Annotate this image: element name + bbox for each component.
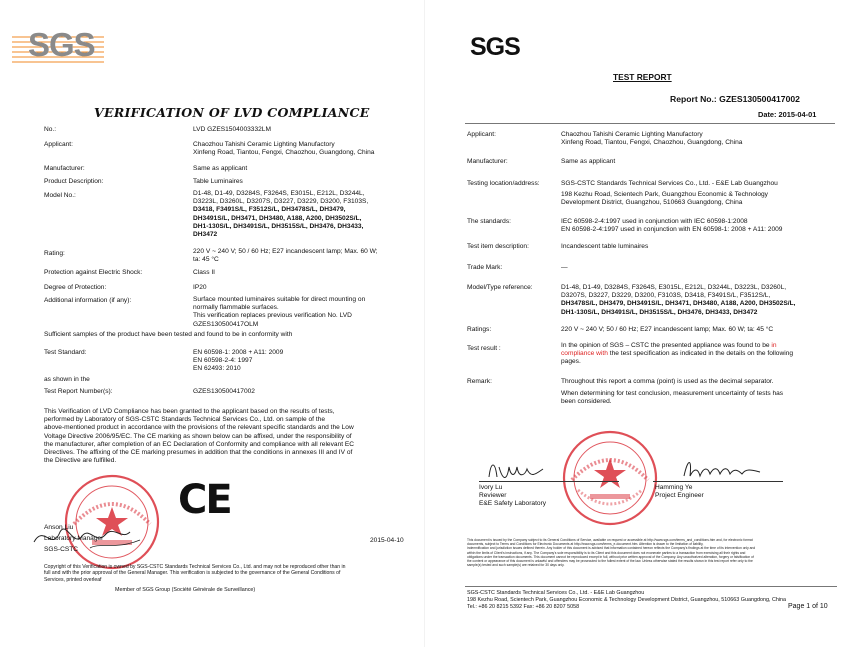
footer-line: 198 Kezhu Road, Scientech Park, Guangzhou Economic & Technology Development District, Guangzhou, 510663 Guangdong, China bbox=[467, 597, 787, 603]
product-label: Product Description: bbox=[44, 178, 104, 185]
manufacturer-value: Same as applicant bbox=[561, 158, 616, 165]
rating-label: Rating: bbox=[44, 250, 65, 257]
engineer-role: Project Engineer bbox=[655, 492, 704, 500]
lab-footer bbox=[467, 590, 786, 611]
reviewer-name: Ivory Lu bbox=[479, 484, 503, 491]
model-line: D1-48, D1-49, D3284S, F3264S, E3015L, E212L, D3244L, bbox=[193, 190, 365, 197]
reviewer-block bbox=[479, 484, 546, 509]
model-line: D3418, F3491S/L, F3512S/L, DH3478S/L, DH3479, bbox=[193, 206, 346, 214]
engineer-signature-rule bbox=[653, 481, 783, 482]
sufficient-text: Sufficient samples of the product have been tested and found to be in conformity with bbox=[44, 331, 293, 338]
testing-location-value bbox=[561, 180, 831, 208]
test-result-label: Test result : bbox=[467, 345, 501, 352]
page-number: Page 1 of 10 bbox=[788, 603, 828, 610]
report-numbers-value: GZES130500417002 bbox=[193, 388, 255, 395]
remark-line: Throughout this report a comma (point) is used as the decimal separator. bbox=[561, 378, 774, 385]
sgs-logo-text: SGS bbox=[28, 26, 95, 63]
model-line: D1-48, D1-49, D3284S, F3264S, E3015L, E212L, D3244L, D3223L, D3260L, bbox=[561, 284, 787, 291]
protection-value: Class II bbox=[193, 269, 215, 276]
result-highlight: compliance with bbox=[561, 350, 608, 358]
report-header-title: TEST REPORT bbox=[613, 72, 672, 82]
header-rule bbox=[465, 123, 835, 124]
shown-in-text: as shown in the bbox=[44, 376, 90, 383]
member-note: Member of SGS Group (Société Générale de Surveillance) bbox=[115, 587, 256, 593]
test-result-value bbox=[561, 342, 831, 367]
no-value: LVD GZES1504003332LM bbox=[193, 126, 271, 133]
paragraph-line: This Verification of LVD Compliance has been granted to the applicant based on the results of tests, bbox=[44, 408, 335, 415]
terms-fine-print bbox=[467, 538, 839, 567]
paragraph-line: Directives. The affixing of the CE marking presumes in addition that the conditions in annexes III and IV of bbox=[44, 449, 353, 457]
standards-line: IEC 60598-2-4:1997 used in conjunction with IEC 60598-1:2008 bbox=[561, 218, 748, 225]
paragraph-line: above-mentioned product in accordance with the provisions of the relevant specific standards and the Low bbox=[44, 424, 354, 432]
additional-line: normally flammable surfaces. bbox=[193, 304, 279, 312]
additional-line: Surface mounted luminaires suitable for direct mounting on bbox=[193, 296, 366, 303]
ce-mark: CE bbox=[178, 477, 231, 523]
standard-line: EN 60598-2-4: 1997 bbox=[193, 357, 253, 365]
report-date: Date: 2015-04-01 bbox=[758, 110, 817, 119]
engineer-name: Hamming Ye bbox=[655, 484, 693, 491]
engineer-signature-icon bbox=[680, 454, 770, 484]
compliance-paragraph bbox=[44, 408, 419, 465]
degree-value: IP20 bbox=[193, 284, 207, 291]
footer-rule bbox=[465, 586, 837, 587]
fine-print-line: within the limits of Client's instructions, if any. The Company's sole responsibility is to its Client and this document does not exonerate parties to a transaction from exercising all their rights and bbox=[467, 550, 746, 555]
applicant-line: Chaozhou Tahishi Ceramic Lighting Manufactory bbox=[193, 141, 335, 148]
standards-value bbox=[561, 218, 831, 234]
copyright-line: Services, printed overleaf bbox=[44, 576, 102, 583]
model-line: DH3472 bbox=[193, 231, 218, 239]
inspection-seal-stamp bbox=[560, 428, 660, 528]
model-label: Model/Type reference: bbox=[467, 284, 533, 291]
lvd-title: VERIFICATION OF LVD COMPLIANCE bbox=[94, 105, 370, 120]
model-value bbox=[561, 284, 831, 317]
report-numbers-label: Test Report Number(s): bbox=[44, 388, 113, 395]
signer-org: SGS-CSTC bbox=[44, 546, 79, 553]
sgs-logo bbox=[10, 24, 110, 74]
reviewer-org: E&E Safety Laboratory bbox=[479, 500, 547, 508]
rating-line: 220 V ~ 240 V; 50 / 60 Hz; E27 incandescent lamp; Max. 60 W; bbox=[193, 248, 378, 255]
model-value bbox=[193, 190, 413, 239]
standard-line: EN 60598-1: 2008 + A11: 2009 bbox=[193, 349, 284, 356]
footer-line: Tel.: +86 20 8215 5392 Fax: +86 20 8207 5058 bbox=[467, 604, 580, 610]
model-line: D3223L, D3260L, D3207S, D3227, D3229, D3200, F3103S, bbox=[193, 198, 369, 206]
applicant-line: Xinfeng Road, Tiantou, Fengxi, Chaozhou, Guangdong, China bbox=[193, 149, 375, 157]
applicant-label: Applicant: bbox=[44, 141, 73, 148]
fine-print-line: sample(s) tested and such sample(s) are retained for 30 days only. bbox=[467, 563, 565, 568]
applicant-label: Applicant: bbox=[467, 131, 496, 138]
model-line: DH3478S/L, DH3479, DH3491S/L, DH3471, DH3480, A188, A200, DH3502S/L, bbox=[561, 300, 796, 308]
footer-line: SGS-CSTC Standards Technical Services Co., Ltd. - E&E Lab Guangzhou bbox=[467, 590, 645, 596]
no-label: No.: bbox=[44, 126, 57, 133]
fine-print-line: documents, subject to Terms and Conditions for Electronic Documents at http://www.sgs.com/terms_e-document.htm. Attention is drawn to the limitation of liability, bbox=[467, 542, 704, 547]
fine-print-line: obligations under the transaction documents. This document cannot be reproduced except in full, without prior written approval of the Company. Any unauthorized alteration, forgery or falsification of bbox=[467, 554, 754, 559]
sgs-logo-text: SGS bbox=[470, 33, 520, 61]
ratings-value: 220 V ~ 240 V; 50 / 60 Hz; E27 incandescent lamp; Max. 60 W; ta: 45 °C bbox=[561, 326, 774, 333]
result-text: pages. bbox=[561, 358, 581, 366]
standard-line: EN 62493: 2010 bbox=[193, 365, 241, 373]
model-label: Model No.: bbox=[44, 192, 76, 199]
additional-line: This verification replaces previous verification No. LVD bbox=[193, 312, 352, 320]
applicant-line: Chaozhou Tahishi Ceramic Lighting Manufactory bbox=[561, 131, 703, 138]
remark-line: been considered. bbox=[561, 398, 612, 406]
test-item-label: Test item description: bbox=[467, 243, 529, 250]
applicant-value bbox=[193, 141, 413, 157]
degree-label: Degree of Protection: bbox=[44, 284, 107, 291]
manufacturer-label: Manufacturer: bbox=[44, 165, 85, 172]
result-text: the test specification as indicated in the details on the following bbox=[607, 350, 794, 358]
manufacturer-label: Manufacturer: bbox=[467, 158, 508, 165]
trade-mark-label: Trade Mark: bbox=[467, 264, 503, 271]
model-line: DH1-130S/L, DH3491S/L, DH3515S/L, DH3476, DH3433, DH3472 bbox=[561, 308, 758, 316]
testing-line: 198 Kezhu Road, Scientech Park, Guangzhou Economic & Technology bbox=[561, 191, 768, 199]
additional-value bbox=[193, 296, 413, 329]
model-line: DH1-130S/L, DH3491S/L, DH3515S/L, DH3476, DH3433, bbox=[193, 222, 364, 230]
signer-title: Laboratory Manager bbox=[44, 535, 104, 542]
reviewer-role: Reviewer bbox=[479, 492, 507, 500]
result-highlight: in bbox=[771, 342, 777, 349]
ratings-label: Ratings: bbox=[467, 326, 492, 333]
fine-print-line: This document is issued by the Company subject to its General Conditions of Service, available on request or accessible at http://www.sgs.com/terms_and_conditions.htm and, for electronic format bbox=[467, 538, 753, 542]
engineer-block bbox=[655, 484, 704, 500]
rating-value bbox=[193, 248, 413, 264]
copyright-line: full and with the prior approval of the General Manager. This verification is subjected to the governance of the General Conditions of bbox=[44, 570, 341, 577]
remark-value bbox=[561, 378, 831, 407]
signer-name: Anson Liu bbox=[44, 524, 74, 531]
testing-line: SGS-CSTC Standards Technical Services Co., Ltd. - E&E Lab Guangzhou bbox=[561, 180, 778, 187]
fine-print-line: indemnification and jurisdiction issues defined therein. Any holder of this document is advised that information contained hereon reflects the Company's findings at the time of its intervention only and bbox=[467, 546, 756, 551]
manufacturer-value: Same as applicant bbox=[193, 165, 248, 172]
verification-date: 2015-04-10 bbox=[370, 537, 404, 544]
fine-print-line: the content or appearance of this document is unlawful and offenders may be prosecuted to the fullest extent of the law. Unless otherwise stated the results shown in this test report refer only to the bbox=[467, 559, 753, 564]
test-report-page bbox=[425, 0, 850, 647]
copyright-line: Copyright of this Verification is owned by SGS-CSTC Standards Technical Services Co., Ltd. and may not be reproduced other than in bbox=[44, 564, 346, 570]
additional-line: GZES130500417OLM bbox=[193, 320, 259, 328]
test-standard-label: Test Standard: bbox=[44, 349, 87, 356]
model-line: D3207S, D3227, D3229, D3200, F3103S, D3418, F3491S/L, F3512S/L, bbox=[561, 292, 771, 300]
paragraph-line: Voltage Directive 2006/95/EC. The CE marking as shown below can be affixed, under the responsibility of bbox=[44, 432, 352, 440]
rating-line: ta: 45 °C bbox=[193, 256, 219, 264]
remark-line: When determining for test conclusion, measurement uncertainty of tests has bbox=[561, 390, 784, 398]
standards-label: The standards: bbox=[467, 218, 511, 225]
paragraph-line: the Directive are fulfilled. bbox=[44, 457, 117, 465]
result-text: In the opinion of SGS – CSTC the presented appliance was found to be bbox=[561, 342, 772, 349]
testing-location-label: Testing location/address: bbox=[467, 180, 540, 187]
testing-line: Development District, Guangzhou, 510663 Guangdong, China bbox=[561, 199, 743, 207]
additional-label: Additional information (if any): bbox=[44, 297, 132, 304]
applicant-value bbox=[561, 131, 831, 147]
copyright-notice bbox=[44, 564, 424, 583]
applicant-line: Xinfeng Road, Tiantou, Fengxi, Chaozhou, Guangdong, China bbox=[561, 139, 743, 147]
model-line: DH3491S/L, DH3471, DH3480, A188, A200, DH3502S/L, bbox=[193, 214, 362, 222]
report-number: Report No.: GZES130500417002 bbox=[670, 94, 800, 104]
trade-mark-value: — bbox=[561, 264, 568, 271]
product-value: Table Luminaires bbox=[193, 178, 243, 185]
standards-line: EN 60598-2-4:1997 used in conjunction with EN 60598-1: 2008 + A11: 2009 bbox=[561, 226, 783, 234]
paragraph-line: performed by Laboratory of SGS-CSTC Standards Technical Services Co., Ltd. on sample of the bbox=[44, 416, 325, 424]
reviewer-signature-rule bbox=[479, 481, 619, 482]
paragraph-line: the manufacturer, after completion of an EC Declaration of Conformity and compliance with all relevant EC bbox=[44, 440, 355, 448]
remark-label: Remark: bbox=[467, 378, 492, 385]
test-item-value: Incandescent table luminaires bbox=[561, 243, 649, 250]
test-standard-value bbox=[193, 349, 413, 374]
protection-label: Protection against Electric Shock: bbox=[44, 269, 143, 276]
